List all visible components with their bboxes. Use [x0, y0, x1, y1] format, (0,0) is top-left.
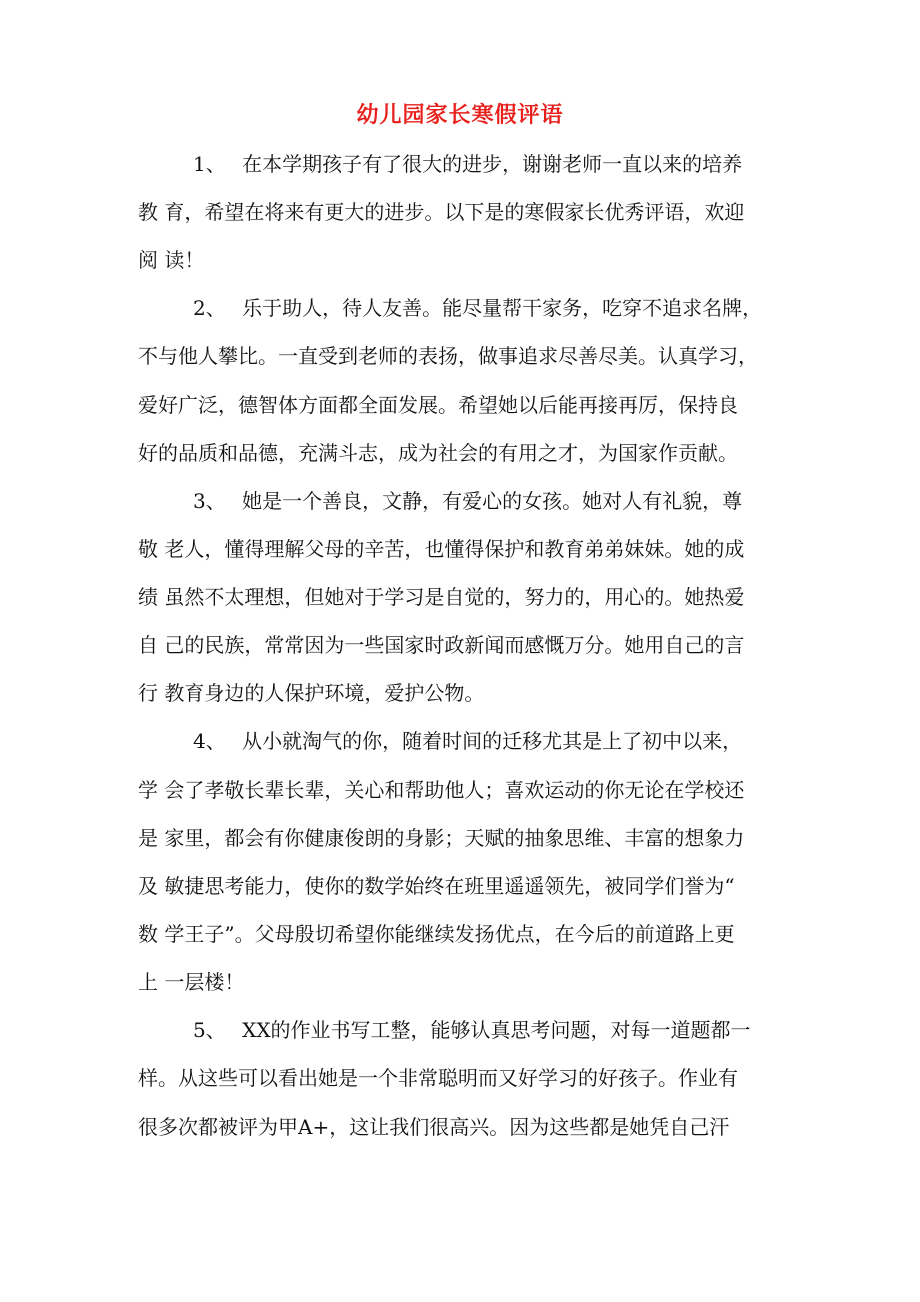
text-line: 学 会了孝敬长辈长辈，关心和帮助他人；喜欢运动的你无论在学校还 [138, 778, 745, 802]
text-line: 教 育，希望在将来有更大的进步。以下是的寒假家长优秀评语，欢迎 [138, 200, 745, 224]
document-title: 幼儿园家长寒假评语 [356, 102, 564, 128]
text-line: 2、 乐于助人，待人友善。能尽量帮干家务，吃穿不追求名牌， [193, 296, 763, 320]
text-line: 上 一层楼！ [138, 970, 245, 994]
text-line: 敬 老人，懂得理解父母的辛苦，也懂得保护和教育弟弟妹妹。她的成 [138, 537, 745, 561]
text-line: 是 家里，都会有你健康俊朗的身影；天赋的抽象思维、丰富的想象力 [138, 826, 745, 850]
text-line: 5、 XX的作业书写工整，能够认真思考问题，对每一道题都一 [193, 1018, 751, 1042]
text-line: 自 己的民族，常常因为一些国家时政新闻而感慨万分。她用自己的言 [138, 633, 745, 657]
text-line: 爱好广泛，德智体方面都全面发展。希望她以后能再接再厉，保持良 [138, 393, 738, 417]
text-line: 好的品质和品德，充满斗志，成为社会的有用之才，为国家作贡献。 [138, 441, 738, 465]
text-line: 很多次都被评为甲A+，这让我们很高兴。因为这些都是她凭自己汗 [138, 1115, 730, 1139]
text-line: 及 敏捷思考能力，使你的数学始终在班里遥遥领先，被同学们誉为“ [138, 874, 735, 898]
text-line: 阅 读！ [138, 248, 205, 272]
text-line: 样。从这些可以看出她是一个非常聪明而又好学习的好孩子。作业有 [138, 1066, 738, 1090]
text-line: 绩 虽然不太理想，但她对于学习是自觉的，努力的，用心的。她热爱 [138, 585, 745, 609]
text-line: 不与他人攀比。一直受到老师的表扬，做事追求尽善尽美。认真学习， [138, 344, 758, 368]
text-line: 行 教育身边的人保护环境，爱护公物。 [138, 681, 485, 705]
text-line: 数 学王子”。父母殷切希望你能继续发扬优点，在今后的前道路上更 [138, 922, 735, 946]
text-line: 1、 在本学期孩子有了很大的进步，谢谢老师一直以来的培养 [193, 152, 743, 176]
text-line: 4、 从小就淘气的你，随着时间的迁移尤其是上了初中以来， [193, 729, 743, 753]
text-line: 3、 她是一个善良，文静，有爱心的女孩。她对人有礼貌，尊 [193, 489, 743, 513]
